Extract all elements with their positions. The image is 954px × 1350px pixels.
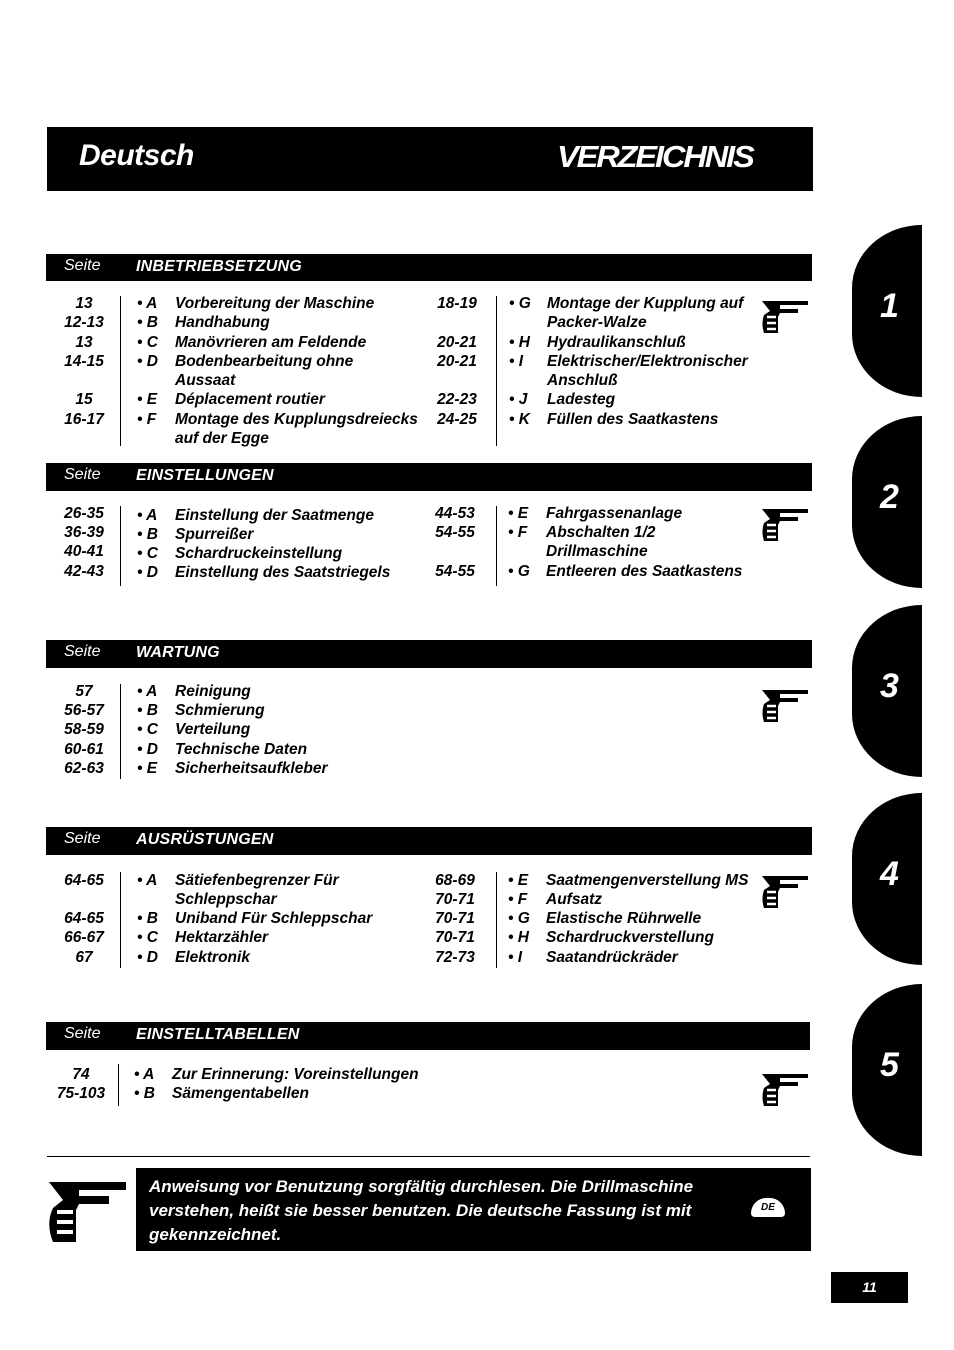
pointing-hand-icon: [47, 1176, 128, 1244]
notice-text: Anweisung vor Benutzung sorgfältig durchlesen. Die Drillmaschine verstehen, heißt sie besser benutzen. Die deutsche Fassung ist mit gekennzeichnet.: [149, 1177, 694, 1244]
chapter-tab-number: 1: [880, 287, 899, 325]
toc-entry[interactable]: Einstellung der Saatmenge: [175, 507, 374, 524]
toc-page[interactable]: 20-21: [437, 334, 477, 351]
column-divider: [120, 684, 121, 779]
section-title: EINSTELLUNGEN: [136, 467, 274, 484]
column-divider: [120, 296, 121, 446]
column-divider: [120, 506, 121, 586]
toc-page[interactable]: 13: [75, 295, 93, 312]
toc-page[interactable]: 20-21: [437, 353, 477, 370]
toc-letter: • G: [509, 295, 531, 312]
toc-page[interactable]: 54-55: [435, 524, 475, 541]
toc-letter: • J: [509, 391, 528, 408]
toc-entry[interactable]: Bodenbearbeitung ohne: [175, 353, 354, 370]
section-title: INBETRIEBSETZUNG: [136, 258, 302, 275]
toc-entry[interactable]: Zur Erinnerung: Voreinstellungen: [172, 1066, 419, 1083]
section-rule: [46, 854, 812, 855]
toc-letter: • D: [137, 949, 158, 966]
toc-page[interactable]: 57: [75, 683, 93, 700]
toc-letter: • B: [137, 314, 158, 331]
toc-letter: • I: [509, 353, 524, 370]
toc-entry[interactable]: Uniband Für Schleppschar: [175, 910, 373, 927]
toc-letter: • F: [508, 524, 528, 541]
section-rule: [46, 1049, 810, 1050]
section-header-einstelltabellen: [46, 1022, 810, 1049]
seite-label: Seite: [64, 257, 101, 274]
toc-letter: • A: [137, 295, 158, 312]
toc-letter: • E: [508, 872, 529, 889]
section-header-wartung: [46, 640, 812, 667]
toc-entry-continued[interactable]: auf der Egge: [175, 430, 269, 447]
toc-entry[interactable]: Elektrischer/Elektronischer: [547, 353, 748, 370]
toc-letter: • A: [137, 507, 158, 524]
pointing-hand-icon: [760, 1070, 810, 1108]
toc-entry[interactable]: Handhabung: [175, 314, 270, 331]
chapter-tab-number: 4: [880, 855, 899, 893]
toc-page[interactable]: 42-43: [64, 563, 104, 580]
toc-letter: • C: [137, 721, 158, 738]
toc-letter: • B: [137, 910, 158, 927]
title-bar: [47, 127, 813, 191]
toc-page[interactable]: 70-71: [435, 910, 475, 927]
toc-entry[interactable]: Abschalten 1/2: [546, 524, 656, 541]
toc-entry[interactable]: Sämengentabellen: [172, 1085, 309, 1102]
pointing-hand-icon: [760, 505, 810, 543]
section-title: EINSTELLTABELLEN: [136, 1026, 300, 1043]
chapter-tab-number: 3: [880, 667, 899, 705]
toc-page[interactable]: 68-69: [435, 872, 475, 889]
toc-page[interactable]: 70-71: [435, 929, 475, 946]
toc-letter: • H: [508, 929, 529, 946]
toc-page[interactable]: 13: [75, 334, 93, 351]
toc-letter: • B: [137, 702, 158, 719]
toc-letter: • G: [508, 563, 530, 580]
toc-entry-continued[interactable]: Anschluß: [547, 372, 618, 389]
toc-page[interactable]: 67: [75, 949, 93, 966]
toc-page[interactable]: 62-63: [64, 760, 104, 777]
column-divider: [496, 506, 497, 586]
toc-page[interactable]: 75-103: [56, 1085, 106, 1102]
toc-letter: • G: [508, 910, 530, 927]
toc-entry[interactable]: Hektarzähler: [175, 929, 269, 946]
toc-entry[interactable]: Déplacement routier: [175, 391, 325, 408]
language-label: Deutsch: [79, 139, 194, 172]
toc-page[interactable]: 24-25: [437, 411, 477, 428]
page-number: 11: [831, 1272, 908, 1303]
toc-page[interactable]: 18-19: [437, 295, 477, 312]
toc-entry[interactable]: Ladesteg: [547, 391, 616, 408]
toc-entry[interactable]: Elektronik: [175, 949, 250, 966]
toc-page[interactable]: 70-71: [435, 891, 475, 908]
toc-letter: • I: [508, 949, 523, 966]
toc-entry[interactable]: Reinigung: [175, 683, 251, 700]
toc-letter: • C: [137, 334, 158, 351]
toc-letter: • D: [137, 564, 158, 581]
notice-box: [136, 1168, 811, 1251]
toc-letter: • A: [137, 683, 158, 700]
toc-entry[interactable]: Schardruckeinstellung: [175, 545, 343, 562]
column-divider: [120, 872, 121, 968]
chapter-tab-3[interactable]: [852, 605, 922, 777]
toc-page[interactable]: 12-13: [64, 314, 104, 331]
toc-letter: • K: [509, 411, 530, 428]
toc-page[interactable]: 58-59: [64, 721, 104, 738]
toc-letter: • A: [137, 872, 158, 889]
toc-page[interactable]: 74: [72, 1066, 90, 1083]
language-badge: DE: [751, 1198, 785, 1217]
chapter-tab-number: 5: [880, 1046, 899, 1084]
toc-entry[interactable]: Aufsatz: [546, 891, 602, 908]
pointing-hand-icon: [760, 686, 810, 724]
toc-page[interactable]: 64-65: [64, 910, 104, 927]
toc-entry[interactable]: Einstellung des Saatstriegels: [175, 564, 391, 581]
seite-label: Seite: [64, 830, 101, 847]
toc-letter: • D: [137, 353, 158, 370]
section-header-inbetriebsetzung: [46, 254, 812, 281]
toc-entry[interactable]: Saatmengenverstellung MS: [546, 872, 749, 889]
chapter-tab-5[interactable]: [852, 984, 922, 1156]
toc-page[interactable]: 14-15: [64, 353, 104, 370]
toc-entry[interactable]: Schmierung: [175, 702, 265, 719]
toc-letter: • F: [508, 891, 528, 908]
toc-page[interactable]: 15: [75, 391, 93, 408]
toc-letter: • D: [137, 741, 158, 758]
toc-letter: • C: [137, 929, 158, 946]
section-title: WARTUNG: [136, 644, 220, 661]
chapter-tab-2[interactable]: [852, 416, 922, 588]
toc-letter: • C: [137, 545, 158, 562]
toc-page[interactable]: 44-53: [435, 505, 475, 522]
chapter-tab-4[interactable]: [852, 793, 922, 965]
toc-entry[interactable]: Schardruckverstellung: [546, 929, 714, 946]
toc-page[interactable]: 72-73: [435, 949, 475, 966]
toc-entry[interactable]: Elastische Rührwelle: [546, 910, 702, 927]
toc-entry[interactable]: Vorbereitung der Maschine: [175, 295, 375, 312]
toc-entry-continued[interactable]: Schleppschar: [175, 891, 277, 908]
toc-entry[interactable]: Hydraulikanschluß: [547, 334, 686, 351]
section-header-ausruestungen: [46, 827, 812, 854]
toc-page[interactable]: 60-61: [64, 741, 104, 758]
toc-entry[interactable]: Fahrgassenanlage: [546, 505, 683, 522]
toc-entry[interactable]: Füllen des Saatkastens: [547, 411, 719, 428]
toc-entry[interactable]: Sicherheitsaufkleber: [175, 760, 328, 777]
toc-letter: • A: [134, 1066, 155, 1083]
toc-page[interactable]: 54-55: [435, 563, 475, 580]
toc-letter: • E: [137, 760, 158, 777]
toc-page[interactable]: 56-57: [64, 702, 104, 719]
toc-page[interactable]: 16-17: [64, 411, 104, 428]
toc-entry-continued[interactable]: Aussaat: [175, 372, 236, 389]
toc-entry[interactable]: Montage des Kupplungsdreiecks: [175, 411, 418, 428]
toc-entry-continued[interactable]: Drillmaschine: [546, 543, 648, 560]
toc-entry[interactable]: Saatandrückräder: [546, 949, 678, 966]
toc-page[interactable]: 64-65: [64, 872, 104, 889]
section-title: AUSRÜSTUNGEN: [136, 831, 274, 848]
toc-entry[interactable]: Verteilung: [175, 721, 251, 738]
toc-page[interactable]: 26-35: [64, 505, 104, 522]
toc-letter: • B: [137, 526, 158, 543]
toc-entry[interactable]: Manövrieren am Feldende: [175, 334, 367, 351]
pointing-hand-icon: [760, 872, 810, 910]
seite-label: Seite: [64, 643, 101, 660]
toc-letter: • B: [134, 1085, 155, 1102]
chapter-tab-number: 2: [880, 478, 899, 516]
toc-page[interactable]: 22-23: [437, 391, 477, 408]
seite-label: Seite: [64, 466, 101, 483]
toc-page[interactable]: 40-41: [64, 543, 104, 560]
toc-entry[interactable]: Sätiefenbegrenzer Für: [175, 872, 339, 889]
section-header-einstellungen: [46, 463, 812, 490]
toc-letter: • E: [137, 391, 158, 408]
pointing-hand-icon: [760, 297, 810, 335]
column-divider: [496, 296, 497, 446]
toc-page[interactable]: 66-67: [64, 929, 104, 946]
toc-entry-continued[interactable]: Packer-Walze: [547, 314, 647, 331]
chapter-tab-1[interactable]: [852, 225, 922, 397]
toc-entry[interactable]: Entleeren des Saatkastens: [546, 563, 743, 580]
toc-entry[interactable]: Spurreißer: [175, 526, 254, 543]
toc-page[interactable]: 36-39: [64, 524, 104, 541]
toc-entry[interactable]: Montage der Kupplung auf: [547, 295, 744, 312]
toc-letter: • F: [137, 411, 157, 428]
column-divider: [118, 1064, 119, 1106]
seite-label: Seite: [64, 1025, 101, 1042]
footer-rule: [47, 1156, 810, 1157]
section-rule: [46, 667, 812, 668]
toc-letter: • H: [509, 334, 530, 351]
toc-entry[interactable]: Technische Daten: [175, 741, 308, 758]
toc-letter: • E: [508, 505, 529, 522]
section-rule: [46, 490, 812, 491]
column-divider: [496, 872, 497, 968]
page-title: VERZEICHNIS: [557, 139, 753, 174]
